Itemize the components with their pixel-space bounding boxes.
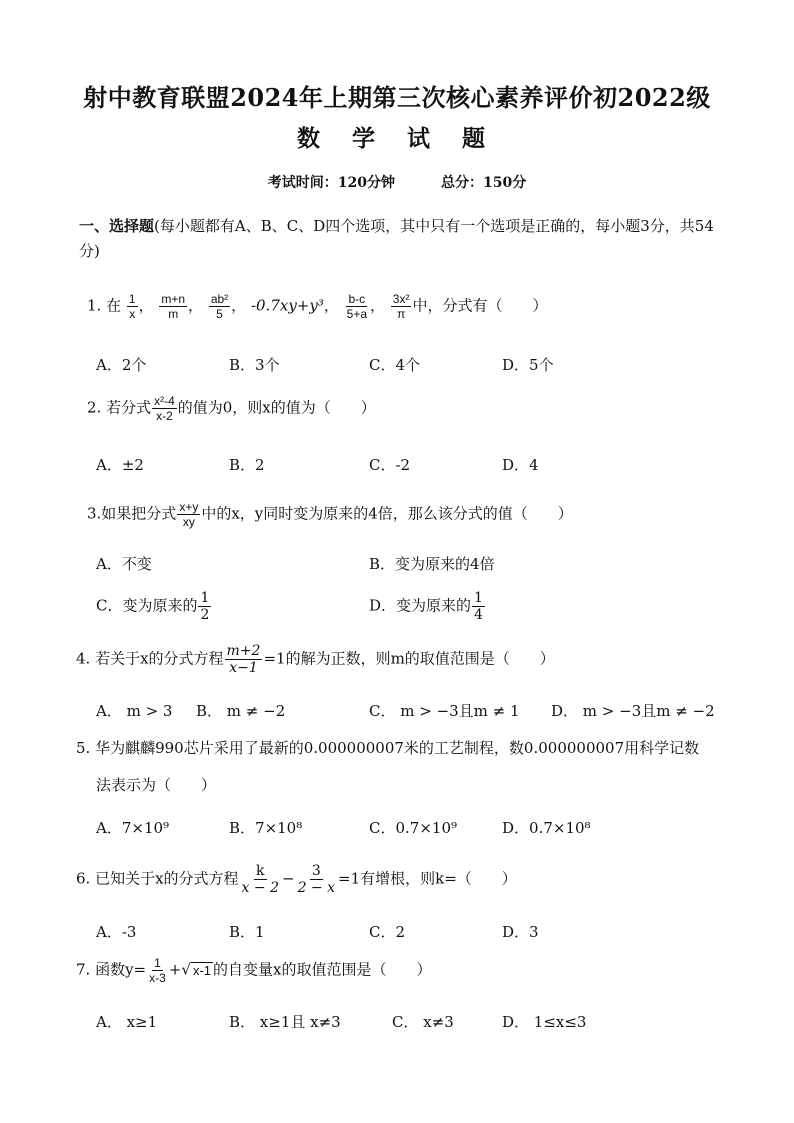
q6-option-d: D．3 (502, 923, 539, 941)
q4-option-d: D． m > −3且m ≠ −2 (551, 702, 715, 720)
question-4: 4. 若关于x的分式方程 $\frac{m+2}{x-1}$ =1的解为正数，则m的取值范围是（ ） (76, 643, 555, 676)
q2-option-d: D．4 (502, 456, 539, 474)
q3-option-a: A．不变 (96, 555, 152, 573)
q2-option-a: A．±2 (96, 456, 144, 474)
q1-option-a: A．2个 (96, 356, 147, 374)
question-5-line-2: 法表示为（ ） (96, 776, 217, 794)
fraction: $\frac{k}{x - 2}$ (241, 863, 279, 896)
exam-time: 考试时间：120分钟 (267, 175, 395, 191)
exam-meta (0, 172, 794, 192)
fraction: $\frac{1}{x}$ (128, 292, 136, 321)
q6-option-c: C．2 (369, 923, 406, 941)
q7-option-c: C． x≠3 (392, 1013, 454, 1031)
exam-score: 总分：150分 (441, 175, 527, 191)
fraction: $\frac{b-c}{5+a}$ (346, 292, 367, 321)
section-desc: (每小题都有A、B、C、D四个选项，其中只有一个选项是正确的，每小题3分，共54分) (79, 217, 714, 260)
q1-option-d: D．5个 (502, 356, 554, 374)
q6-option-a: A．-3 (96, 923, 137, 941)
fraction: $\frac{1}{x-3}$ (149, 956, 166, 985)
fraction: $\frac{\text{x²-4}}{x-2}$ (154, 394, 175, 423)
fraction: $\frac{1}{4}$ (474, 590, 483, 623)
question-2: 2. 若分式 $\frac{\text{x²-4}}{x-2}$ 的值为0，则x的值为（ ） (87, 394, 376, 423)
square-root: x-1 (192, 962, 211, 978)
q7-option-a: A． x≥1 (96, 1013, 158, 1031)
q5-option-c: C．0.7×10⁹ (369, 819, 458, 837)
q4-option-b: B． m ≠ −2 (196, 702, 286, 720)
section-label: 一、选择题 (79, 217, 155, 235)
q5-option-d: D．0.7×10⁸ (502, 819, 591, 837)
question-3: 3.如果把分式 $\frac{x+y}{xy}$ 中的x，y同时变为原来的4倍，那么该分式的值（ ） (87, 500, 573, 529)
question-1: 1. 在 $\frac{1}{x}$ ， $\frac{m+n}{m}$ ， $\frac{\text{ab²}}{5}$ ， -0.7xy+y³， $\frac{b-c}{5+a}$ ， $\frac{\text{3x²}}{\pi}$ 中，分式有（ ） (87, 292, 548, 321)
fraction: $\frac{\text{3x²}}{\pi}$ (392, 292, 410, 321)
q1-option-b: B．3个 (229, 356, 280, 374)
q2-option-c: C．-2 (369, 456, 411, 474)
q5-option-b: B．7×10⁸ (229, 819, 303, 837)
q3-option-d: D．变为原来的 $\frac{1}{4}$ (369, 590, 483, 623)
q5-option-a: A．7×10⁹ (96, 819, 170, 837)
fraction: $\frac{m+2}{x-1}$ (226, 643, 261, 676)
q1-option-c: C．4个 (369, 356, 421, 374)
q7-option-d: D． 1≤x≤3 (502, 1013, 587, 1031)
q3-option-b: B．变为原来的4倍 (369, 555, 495, 573)
q2-option-b: B．2 (229, 456, 265, 474)
fraction: $\frac{m+n}{m}$ (161, 292, 186, 321)
exam-title: 射中教育联盟2024年上期第三次核心素养评价初2022级 (83, 83, 711, 112)
q3-option-c: C．变为原来的 $\frac{1}{2}$ (96, 590, 210, 623)
fraction: $\frac{1}{2}$ (200, 590, 210, 623)
fraction: $\frac{x+y}{xy}$ (179, 500, 199, 529)
q6-option-b: B．1 (229, 923, 265, 941)
subject-title: 数 学 试 题 (296, 125, 498, 152)
q4-option-c: C． m > −3且m ≠ 1 (369, 702, 520, 720)
fraction: $\frac{\text{ab²}}{5}$ (210, 292, 229, 321)
question-7: 7. 函数y= $\frac{1}{x-3}$ +√ x-1 的自变量x的取值范围是（ ） (76, 956, 432, 985)
q7-option-b: B． x≥1且 x≠3 (229, 1013, 341, 1031)
fraction: $\frac{3}{2 - x}$ (297, 863, 335, 896)
section-heading (79, 214, 719, 264)
question-6: 6. 已知关于x的分式方程 $\frac{k}{x - 2}$ − $\frac{3}{2 - x}$ =1有增根，则k=（ ） (76, 863, 517, 896)
question-5-line-1: 5. 华为麒麟990芯片采用了最新的0.000000007米的工艺制程，数0.000000007用科学记数 (76, 739, 700, 757)
q4-option-a: A． m > 3 (96, 702, 173, 720)
